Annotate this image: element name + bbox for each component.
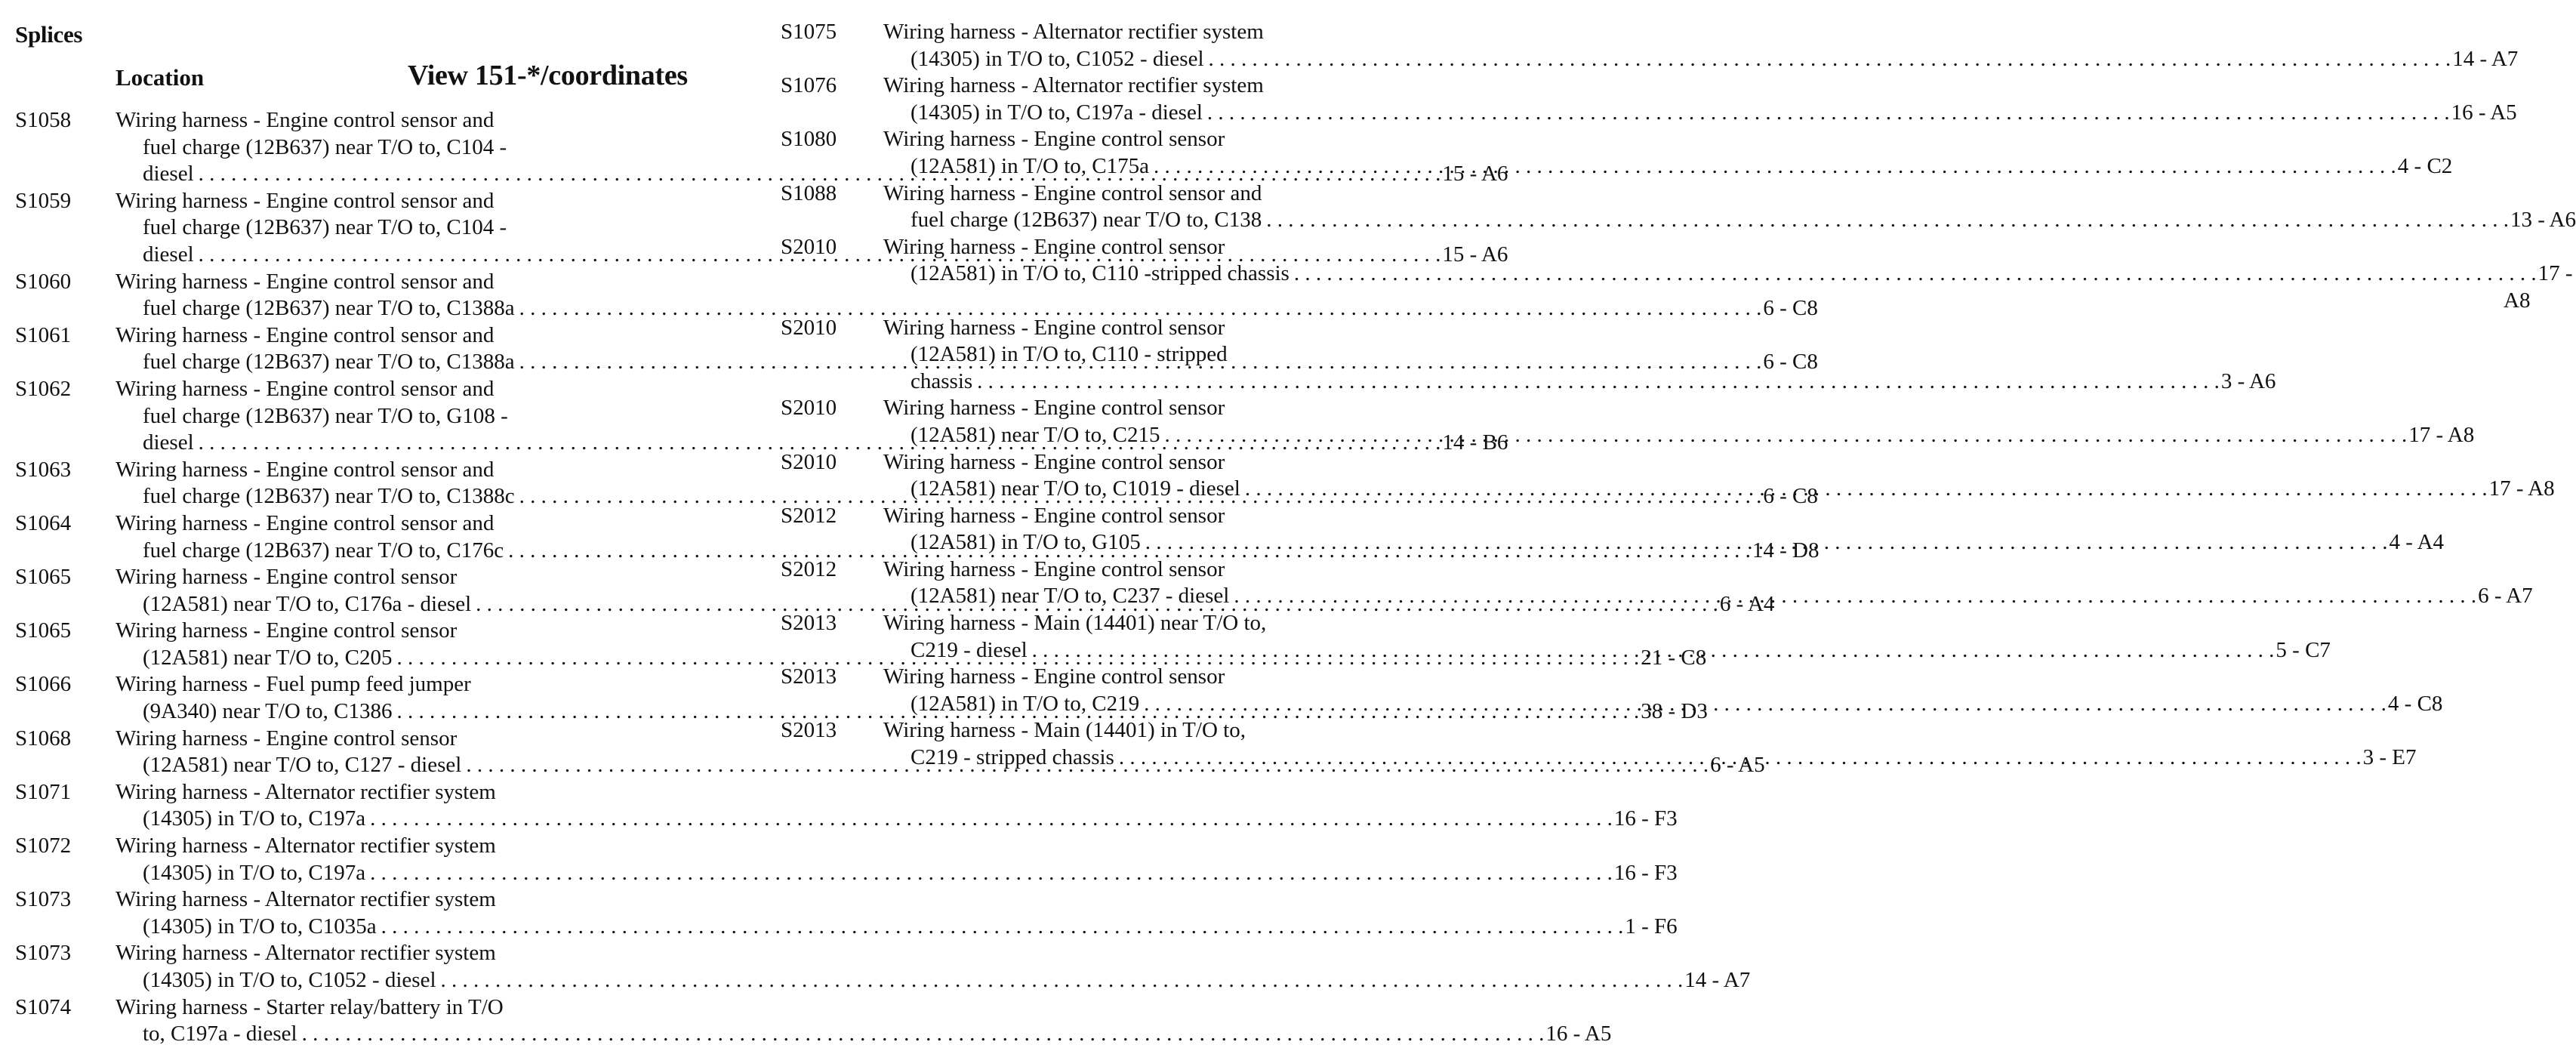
splice-id: S1059 — [15, 188, 72, 213]
location-last-line — [883, 46, 2518, 73]
splice-id: S1060 — [15, 269, 72, 294]
splice-location — [883, 717, 2416, 771]
splice-location — [883, 126, 2452, 180]
splice-id: S2012 — [781, 556, 837, 581]
location-last-line — [116, 914, 1678, 941]
dot-leader — [977, 368, 2220, 396]
location-text-line: (12A581) near T/O to, C205 — [143, 645, 393, 670]
location-last-line — [116, 806, 1678, 833]
location-text-line: chassis — [911, 368, 973, 393]
location-text-line: fuel charge (12B637) near T/O to, C138 — [911, 208, 1262, 233]
splice-id: S1076 — [781, 73, 837, 98]
location-text-line: to, C197a - diesel — [143, 1022, 297, 1046]
location-text-line: Wiring harness - Main (14401) near T/O to, — [883, 611, 1267, 636]
view-coordinate: 3 - E7 — [2362, 745, 2417, 770]
location-text-line: Wiring harness - Engine control sensor — [883, 449, 1225, 474]
location-last-line — [116, 967, 1750, 994]
splice-location — [883, 449, 2555, 503]
splice-id: S1073 — [15, 887, 72, 912]
view-coordinate: 17 - — [2537, 261, 2573, 286]
splice-entry — [781, 19, 2519, 72]
splice-id: S2010 — [781, 396, 837, 421]
location-last-line — [883, 744, 2416, 772]
splice-id: S1074 — [15, 994, 72, 1019]
dot-leader — [1165, 422, 2408, 449]
splice-location — [883, 72, 2517, 126]
dot-leader — [1154, 153, 2396, 180]
view-coordinate: 21 - C8 — [1641, 645, 1707, 670]
location-text-line: Wiring harness - Engine control sensor — [883, 127, 1225, 152]
location-last-line — [883, 476, 2555, 503]
location-text-line: Wiring harness - Alternator rectifier system — [116, 834, 496, 858]
dot-leader — [381, 914, 1624, 941]
location-text-line: Wiring harness - Engine control sensor and — [883, 180, 1262, 205]
location-text-line: Wiring harness - Engine control sensor and — [116, 457, 495, 482]
location-text-line: Wiring harness - Engine control sensor — [116, 726, 458, 750]
view-coordinate: 14 - B6 — [1442, 430, 1508, 455]
splice-location — [883, 315, 2276, 396]
splice-entry — [15, 833, 1678, 886]
splice-location — [883, 395, 2474, 448]
view-coordinate: 6 - A7 — [2478, 584, 2533, 609]
splice-id: S1068 — [15, 726, 72, 750]
location-text-line: Wiring harness - Main (14401) in T/O to, — [883, 718, 1246, 743]
location-text-line: (9A340) near T/O to, C1386 — [143, 699, 393, 724]
location-last-line — [883, 583, 2533, 610]
dot-leader — [441, 967, 1684, 994]
view-coordinate: 17 - A8 — [2488, 476, 2555, 501]
splice-id: S1066 — [15, 672, 72, 697]
splice-location — [116, 833, 1678, 886]
splice-id: S2010 — [781, 315, 837, 340]
view-coordinate: 14 - D8 — [1752, 538, 1820, 562]
location-text-line: (14305) in T/O to, C1035a — [143, 914, 377, 939]
view-coordinate: 6 - A5 — [1710, 753, 1765, 778]
location-text-line: Wiring harness - Engine control sensor — [883, 234, 1225, 259]
view-coordinates-column-header: View 151-*/coordinates — [408, 60, 688, 91]
view-coordinate: 6 - C8 — [1763, 484, 1818, 509]
location-text-line: (14305) in T/O to, C197a — [143, 806, 366, 831]
view-coordinate: 13 - A6 — [2510, 208, 2576, 233]
splice-id: S2013 — [781, 611, 837, 636]
splice-id: S2010 — [781, 234, 837, 259]
splice-entry — [15, 779, 1678, 833]
location-column-header: Location — [116, 64, 205, 91]
dot-leader — [370, 806, 1613, 833]
location-last-line — [116, 860, 1678, 887]
location-text-line: Wiring harness - Engine control sensor and — [116, 376, 495, 401]
location-last-line — [883, 100, 2517, 127]
view-coordinate-continued: A8 — [2504, 288, 2531, 313]
dot-leader — [1119, 744, 2362, 772]
location-text-line: Wiring harness - Engine control sensor and — [116, 510, 495, 535]
location-text-line: fuel charge (12B637) near T/O to, C176c — [143, 538, 504, 562]
location-text-line: fuel charge (12B637) near T/O to, C1388a — [143, 350, 515, 374]
location-text-line: Wiring harness - Engine control sensor and — [116, 188, 495, 213]
location-text-line: fuel charge (12B637) near T/O to, C1388c — [143, 484, 515, 509]
location-text-line: fuel charge (12B637) near T/O to, C104 - — [143, 215, 507, 240]
location-text-line: Wiring harness - Alternator rectifier system — [116, 779, 496, 804]
splice-location — [883, 664, 2442, 717]
splice-id: S1080 — [781, 127, 837, 152]
location-text-line: fuel charge (12B637) near T/O to, G108 - — [143, 403, 508, 428]
dot-leader — [370, 860, 1613, 887]
view-coordinate: 16 - A5 — [2451, 100, 2517, 125]
splice-entry — [15, 940, 1751, 994]
splice-entry — [781, 180, 2576, 234]
location-text-line: Wiring harness - Engine control sensor — [883, 396, 1225, 421]
view-coordinate: 6 - C8 — [1763, 350, 1818, 374]
location-text-line: Wiring harness - Starter relay/battery in T/O — [116, 994, 504, 1019]
view-coordinate: 4 - C2 — [2397, 153, 2453, 178]
location-text-line: (12A581) in T/O to, C175a — [911, 153, 1150, 178]
view-coordinate: 16 - F3 — [1613, 806, 1678, 831]
location-last-line — [883, 637, 2331, 664]
splice-location — [116, 994, 1611, 1048]
splice-entry — [15, 886, 1678, 940]
splice-location — [883, 180, 2576, 234]
splice-location — [116, 779, 1678, 833]
splice-id: S1065 — [15, 565, 72, 590]
splice-id: S1075 — [781, 20, 837, 44]
location-text-line: (14305) in T/O to, C197a — [143, 860, 366, 885]
location-text-line: Wiring harness - Alternator rectifier system — [116, 941, 496, 966]
location-text-line: (12A581) in T/O to, G105 — [911, 530, 1141, 555]
view-coordinate: 15 - A6 — [1442, 242, 1508, 267]
view-coordinate: 1 - F6 — [1625, 914, 1678, 939]
location-text-line: Wiring harness - Engine control sensor — [116, 565, 458, 590]
dot-leader — [1144, 691, 2386, 718]
location-text-line: (12A581) in T/O to, C219 — [911, 691, 1140, 716]
location-text-line: diesel — [143, 162, 194, 186]
splice-id: S1063 — [15, 457, 72, 482]
location-last-line — [883, 153, 2452, 180]
location-text-line: (12A581) in T/O to, C110 -stripped chassis — [911, 261, 1290, 286]
splice-id: S1071 — [15, 779, 72, 804]
location-last-line — [116, 1021, 1611, 1048]
dot-leader — [1294, 260, 2537, 288]
location-text-line: Wiring harness - Alternator rectifier system — [883, 20, 1264, 44]
location-last-line — [883, 691, 2442, 718]
dot-leader — [1207, 100, 2450, 127]
location-text-line: Wiring harness - Engine control sensor — [116, 618, 458, 643]
location-text-line: Wiring harness - Alternator rectifier system — [116, 887, 496, 912]
location-text-line: Wiring harness - Engine control sensor and — [116, 269, 495, 294]
location-last-line — [883, 529, 2444, 556]
splice-id: S2012 — [781, 503, 837, 528]
splice-location — [883, 556, 2533, 610]
dot-leader — [302, 1021, 1545, 1048]
view-coordinate: 16 - A5 — [1545, 1022, 1612, 1046]
location-text-line: (12A581) near T/O to, C176a - diesel — [143, 591, 472, 616]
dot-leader — [1209, 46, 2451, 73]
location-text-line: (12A581) in T/O to, C110 - stripped — [911, 342, 1228, 367]
splice-id: S1062 — [15, 376, 72, 401]
location-text-line: Wiring harness - Engine control sensor — [883, 315, 1225, 340]
location-text-line: Wiring harness - Engine control sensor and — [116, 108, 495, 132]
dot-leader — [1245, 476, 2488, 503]
view-coordinate: 3 - A6 — [2220, 368, 2276, 393]
location-text-line: (14305) in T/O to, C1052 - diesel — [911, 46, 1204, 71]
view-coordinate: 15 - A6 — [1442, 162, 1508, 186]
location-text-line: (12A581) near T/O to, C215 — [911, 422, 1160, 447]
splice-entry — [781, 72, 2517, 126]
view-coordinate: 4 - A4 — [2389, 530, 2445, 555]
location-text-line: Wiring harness - Fuel pump feed jumper — [116, 672, 471, 697]
location-last-line — [883, 207, 2576, 234]
splice-id: S1061 — [15, 322, 72, 347]
splice-location — [116, 940, 1750, 994]
view-coordinate: 17 - A8 — [2408, 422, 2475, 447]
section-title: Splices — [15, 21, 83, 48]
location-text-line: Wiring harness - Engine control sensor — [883, 556, 1225, 581]
dot-leader — [1234, 583, 2476, 610]
view-coordinate: 14 - A7 — [1684, 968, 1751, 992]
view-coordinate: 4 - C8 — [2387, 691, 2443, 716]
splice-id: S2010 — [781, 449, 837, 474]
splice-id: S1073 — [15, 941, 72, 966]
location-last-line — [883, 368, 2276, 396]
location-last-line — [883, 260, 2573, 288]
location-text-line: (14305) in T/O to, C1052 - diesel — [143, 968, 436, 992]
view-coordinate: 6 - A4 — [1719, 591, 1775, 616]
splice-id: S2013 — [781, 718, 837, 743]
location-text-line: (12A581) near T/O to, C237 - diesel — [911, 584, 1230, 609]
splice-entry — [15, 994, 1612, 1048]
splice-id: S1064 — [15, 510, 72, 535]
location-text-line: (12A581) near T/O to, C1019 - diesel — [911, 476, 1240, 501]
location-text-line: (14305) in T/O to, C197a - diesel — [911, 100, 1203, 125]
location-text-line: diesel — [143, 430, 194, 455]
splice-location — [883, 610, 2331, 664]
location-text-line: fuel charge (12B637) near T/O to, C1388a — [143, 296, 515, 321]
view-coordinate: 6 - C8 — [1763, 296, 1818, 321]
location-text-line: C219 - diesel — [911, 637, 1028, 662]
dot-leader — [1032, 637, 2275, 664]
location-text-line: Wiring harness - Engine control sensor and — [116, 322, 495, 347]
location-text-line: Wiring harness - Engine control sensor — [883, 503, 1225, 528]
splice-location — [883, 234, 2573, 315]
view-coordinate: 16 - F3 — [1613, 860, 1678, 885]
splice-location — [116, 886, 1678, 940]
location-text-line: Wiring harness - Engine control sensor — [883, 664, 1225, 689]
view-coordinate: 38 - D3 — [1641, 699, 1708, 724]
splice-location — [883, 503, 2444, 556]
splice-id: S2013 — [781, 664, 837, 689]
location-text-line: diesel — [143, 242, 194, 267]
location-text-line: C219 - stripped chassis — [911, 745, 1114, 770]
location-text-line: (12A581) near T/O to, C127 - diesel — [143, 753, 462, 778]
view-coordinate: 5 - C7 — [2276, 637, 2331, 662]
location-last-line — [883, 422, 2474, 449]
dot-leader — [1266, 207, 2509, 234]
location-text-line: fuel charge (12B637) near T/O to, C104 - — [143, 134, 507, 159]
splice-id: S1072 — [15, 834, 72, 858]
dot-leader — [1145, 529, 2388, 556]
splice-location — [883, 19, 2518, 72]
location-text-line: Wiring harness - Alternator rectifier system — [883, 73, 1264, 98]
splice-id: S1088 — [781, 180, 837, 205]
view-coordinate: 14 - A7 — [2452, 46, 2519, 71]
splice-id: S1058 — [15, 108, 72, 132]
splice-id: S1065 — [15, 618, 72, 643]
